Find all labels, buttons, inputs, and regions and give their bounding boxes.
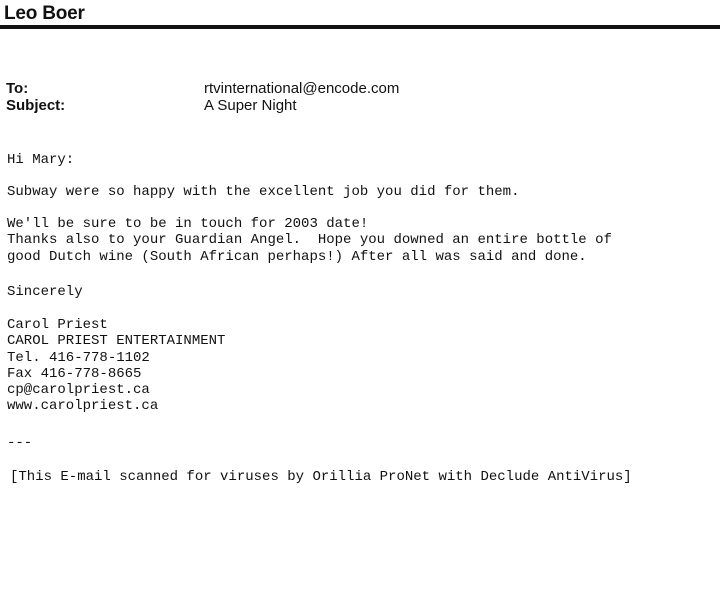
signature-website: www.carolpriest.ca: [7, 398, 159, 415]
signature-block: [7, 317, 225, 415]
signature-name: Carol Priest: [7, 317, 108, 333]
body-line: Thanks also to your Guardian Angel. Hope you downed an entire bottle of: [7, 232, 612, 249]
body-line: good Dutch wine (South African perhaps!) After all was said and done.: [7, 248, 587, 265]
subject-label: Subject:: [6, 97, 66, 114]
body-line: We'll be sure to be in touch for 2003 date!: [7, 216, 369, 232]
body-paragraph-1: Subway were so happy with the excellent job you did for them.: [7, 184, 520, 200]
signature-fax: Fax 416-778-8665: [7, 365, 142, 382]
closing: Sincerely: [7, 284, 83, 300]
signature-company: CAROL PRIEST ENTERTAINMENT: [7, 333, 226, 350]
sender-name: Leo Boer: [4, 3, 85, 24]
virus-scan-notice: [This E-mail scanned for viruses by Orillia ProNet with Declude AntiVirus]: [10, 469, 632, 485]
greeting: Hi Mary:: [7, 152, 75, 168]
to-label: To:: [6, 80, 29, 97]
signature-phone: Tel. 416-778-1102: [7, 349, 150, 366]
to-address: rtvinternational@encode.com: [204, 80, 400, 97]
body-paragraph-2: [7, 216, 612, 265]
header-divider: [0, 25, 720, 29]
subject-value: A Super Night: [204, 97, 297, 114]
signature-email: cp@carolpriest.ca: [7, 382, 150, 399]
signature-separator: ---: [7, 435, 33, 451]
